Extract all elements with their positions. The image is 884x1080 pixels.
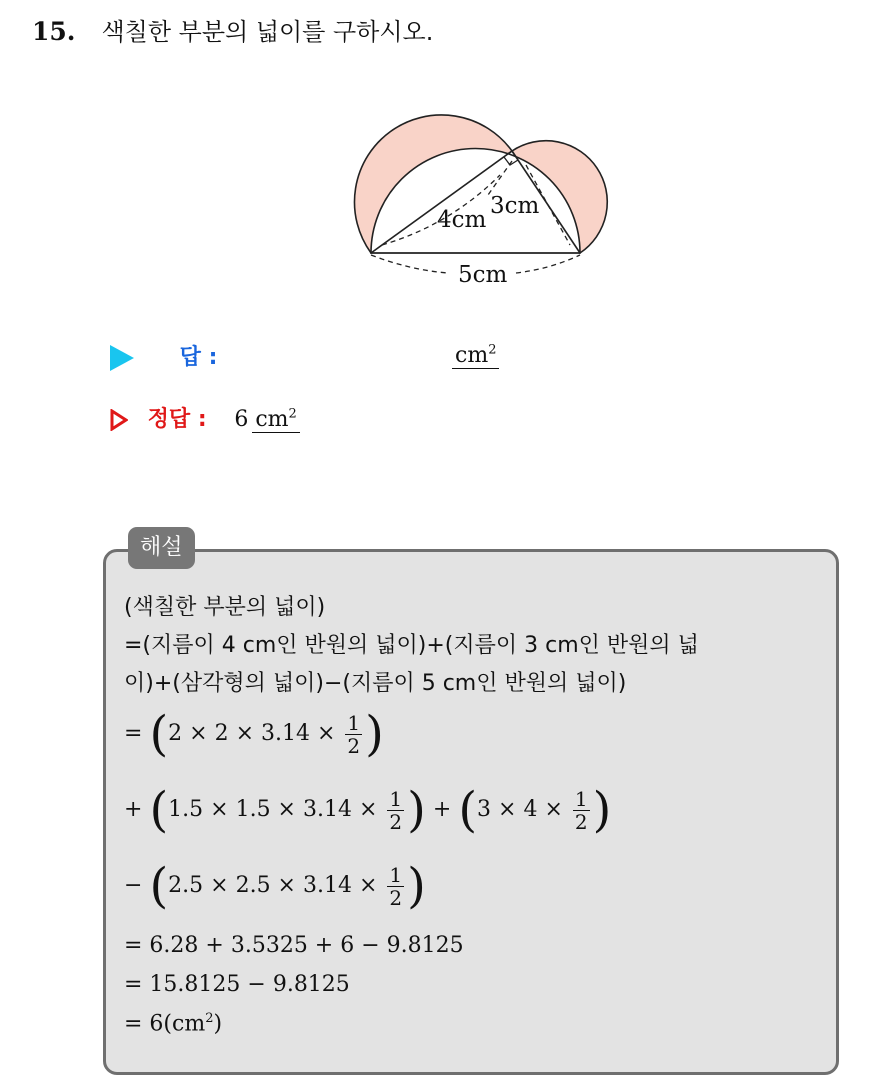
fraction-half: $\frac{1}{2}$ [389,862,403,910]
formula-line-1: = (2 × 2 × 3.14 × $\frac{1}{2}$ ) [124,706,384,762]
label-5cm: 5cm [458,262,508,288]
result-line-3: = $6(cm^2)$ [124,1011,223,1037]
correct-value: 6 $cm^2$ [234,407,299,432]
solution-tag: 해설 [128,527,195,569]
formula-line-3: − (2.5 × 2.5 × 3.14 × $\frac{1}{2}$ ) [124,858,426,914]
formula-line-2: + (1.5 × 1.5 × 3.14 × $\frac{1}{2}$ ) + (3 × 4 × $\frac{1}{2}$ ) [124,782,612,838]
answer-unit: cm [455,343,489,369]
question-text: 색칠한 부분의 넓이를 구하시오. [101,18,434,46]
question-number: 15. [32,17,76,46]
fraction-half: $\frac{1}{2}$ [389,786,403,834]
correct-answer-row [110,402,300,433]
answer-label: 답 : [179,345,218,370]
result-line-1: = 6.28 + 3.5325 + 6 − 9.8125 [124,933,464,958]
answer-blank[interactable]: $cm^2$ [452,343,499,368]
label-3cm: 3cm [490,193,540,219]
solution-line-3: 이)+(삼각형의 넓이)−(지름이 5 cm인 반원의 넓이) [124,671,627,696]
outline-arrow-icon [110,409,128,431]
triangle-arrow-icon [110,345,134,371]
correct-label: 정답 : [147,407,207,432]
solution-line-1: (색칠한 부분의 넓이) [124,595,326,620]
label-4cm: 4cm [437,207,487,233]
result-line-2: = 15.8125 − 9.8125 [124,972,350,997]
solution-line-2: =(지름이 4 cm인 반원의 넓이)+(지름이 3 cm인 반원의 넓 [124,633,699,658]
semicircle-figure [340,105,620,295]
dim-5cm-dash-right [516,255,580,273]
question-header [32,12,433,47]
answer-row [110,340,217,371]
fraction-half: $\frac{1}{2}$ [574,786,588,834]
dim-5cm-dash-left [371,255,448,273]
fraction-half: $\frac{1}{2}$ [347,710,361,758]
